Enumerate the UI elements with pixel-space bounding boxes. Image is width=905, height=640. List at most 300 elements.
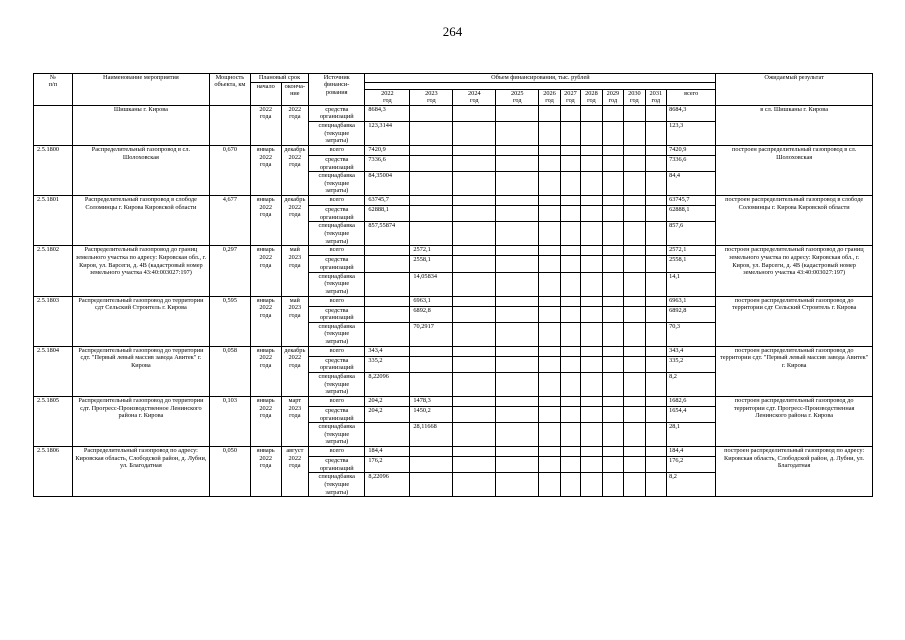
value-2022: 8,22096 — [365, 473, 410, 497]
table-row — [34, 246, 873, 256]
value-empty — [560, 457, 580, 473]
value-empty — [624, 423, 645, 447]
value-empty — [624, 457, 645, 473]
value-2023 — [410, 206, 453, 222]
value-empty — [645, 206, 666, 222]
value-2023: 70,2917 — [410, 322, 453, 346]
value-empty — [624, 346, 645, 356]
header-volume-spacer — [365, 83, 716, 90]
value-empty — [453, 356, 496, 372]
value-empty — [624, 206, 645, 222]
value-empty — [602, 372, 623, 396]
value-2022: 204,2 — [365, 406, 410, 422]
value-empty — [560, 296, 580, 306]
value-empty — [496, 457, 539, 473]
entry-capacity: 0,595 — [209, 296, 250, 346]
value-empty — [453, 172, 496, 196]
value-empty — [645, 105, 666, 121]
value-total: 63745,7 — [667, 196, 716, 206]
value-empty — [453, 406, 496, 422]
value-2022: 8684,3 — [365, 105, 410, 121]
value-total: 2572,1 — [667, 246, 716, 256]
value-2023 — [410, 372, 453, 396]
value-empty — [645, 457, 666, 473]
value-empty — [496, 306, 539, 322]
value-2023: 6963,1 — [410, 296, 453, 306]
value-empty — [581, 222, 602, 246]
entry-end: декабрь 2022 года — [281, 146, 309, 196]
value-empty — [624, 222, 645, 246]
value-2022: 176,2 — [365, 457, 410, 473]
value-empty — [539, 246, 560, 256]
value-empty — [624, 246, 645, 256]
value-2022: 123,3144 — [365, 122, 410, 146]
value-empty — [560, 122, 580, 146]
entry-name: Распределительный газопровод в сл. Шолоховская — [72, 146, 209, 196]
value-empty — [496, 122, 539, 146]
value-empty — [581, 406, 602, 422]
value-empty — [560, 206, 580, 222]
value-empty — [453, 372, 496, 396]
value-empty — [602, 172, 623, 196]
page-number: 264 — [442, 24, 463, 39]
value-empty — [539, 473, 560, 497]
entry-name: Распределительный газопровод до границ земельного участка по адресу: Кировская обл., г. Киров, ул. Варсеги, д. 4В (кадастровый номер земельного участка 43:40:003027:197) — [72, 246, 209, 296]
funding-source: спецнадбавка (текущие затраты) — [309, 473, 365, 497]
value-2023 — [410, 146, 453, 156]
value-empty — [560, 196, 580, 206]
header-year-7: 2029 год — [602, 90, 623, 106]
value-empty — [602, 196, 623, 206]
entry-name: Распределительный газопровод в слободе Соломинцы г. Кирова Кировской области — [72, 196, 209, 246]
value-total: 6892,8 — [667, 306, 716, 322]
value-empty — [453, 306, 496, 322]
value-empty — [581, 206, 602, 222]
value-empty — [645, 146, 666, 156]
entry-number: 2.5.1804 — [34, 346, 73, 396]
value-empty — [645, 306, 666, 322]
table-row — [34, 146, 873, 156]
value-2022: 63745,7 — [365, 196, 410, 206]
value-2023: 1478,3 — [410, 396, 453, 406]
value-empty — [539, 306, 560, 322]
header-year-5: 2027 год — [560, 90, 580, 106]
value-empty — [496, 256, 539, 272]
value-empty — [602, 206, 623, 222]
entry-start: январь 2022 года — [250, 396, 281, 446]
value-empty — [496, 146, 539, 156]
entry-start: январь 2022 года — [250, 196, 281, 246]
expected-result: построен распределительный газопровод до территории сдт. "Первый левый массив завода Авитек" г. Кирова — [716, 346, 873, 396]
value-empty — [602, 473, 623, 497]
value-empty — [496, 322, 539, 346]
value-empty — [539, 356, 560, 372]
value-empty — [539, 322, 560, 346]
value-empty — [496, 222, 539, 246]
value-total: 6963,1 — [667, 296, 716, 306]
value-2022 — [365, 272, 410, 296]
value-empty — [624, 396, 645, 406]
value-2023: 2572,1 — [410, 246, 453, 256]
value-empty — [581, 272, 602, 296]
value-empty — [560, 356, 580, 372]
value-empty — [581, 172, 602, 196]
value-empty — [602, 322, 623, 346]
funding-source: средства организаций — [309, 206, 365, 222]
value-empty — [496, 172, 539, 196]
value-empty — [560, 222, 580, 246]
expected-result: построен распределительный газопровод по адресу: Кировская область, Слободской район, д. Лубни, ул. Благодатная — [716, 447, 873, 497]
value-empty — [581, 473, 602, 497]
value-empty — [581, 346, 602, 356]
value-empty — [453, 423, 496, 447]
value-empty — [496, 372, 539, 396]
value-empty — [602, 156, 623, 172]
value-empty — [602, 447, 623, 457]
header-num: № п/п — [34, 74, 73, 106]
value-2022: 7420,9 — [365, 146, 410, 156]
entry-number: 2.5.1803 — [34, 296, 73, 346]
value-empty — [602, 122, 623, 146]
entry-number: 2.5.1800 — [34, 146, 73, 196]
value-empty — [602, 406, 623, 422]
value-empty — [539, 196, 560, 206]
funding-source: средства организаций — [309, 105, 365, 121]
value-empty — [645, 372, 666, 396]
entry-number: 2.5.1805 — [34, 396, 73, 446]
value-empty — [624, 196, 645, 206]
header-total: всего — [667, 90, 716, 106]
value-empty — [496, 296, 539, 306]
value-empty — [496, 156, 539, 172]
value-empty — [602, 146, 623, 156]
value-empty — [453, 105, 496, 121]
value-empty — [624, 272, 645, 296]
value-empty — [645, 172, 666, 196]
table-row — [34, 396, 873, 406]
value-empty — [602, 296, 623, 306]
table-row — [34, 296, 873, 306]
funding-source: спецнадбавка (текущие затраты) — [309, 372, 365, 396]
value-2023: 28,11668 — [410, 423, 453, 447]
funding-source: всего — [309, 296, 365, 306]
value-empty — [560, 447, 580, 457]
value-empty — [453, 447, 496, 457]
value-empty — [624, 447, 645, 457]
value-total: 123,3 — [667, 122, 716, 146]
value-empty — [645, 356, 666, 372]
entry-capacity: 4,677 — [209, 196, 250, 246]
entry-end: май 2023 года — [281, 246, 309, 296]
value-empty — [539, 256, 560, 272]
value-empty — [645, 222, 666, 246]
value-empty — [645, 322, 666, 346]
entry-end: 2022 года — [281, 105, 309, 145]
value-total: 335,2 — [667, 356, 716, 372]
value-empty — [624, 406, 645, 422]
entry-capacity: 0,058 — [209, 346, 250, 396]
entry-capacity — [209, 105, 250, 145]
value-2022: 335,2 — [365, 356, 410, 372]
entry-start: январь 2022 года — [250, 296, 281, 346]
value-empty — [539, 206, 560, 222]
value-2023 — [410, 105, 453, 121]
value-2022: 84,35004 — [365, 172, 410, 196]
value-empty — [496, 356, 539, 372]
value-total: 1682,6 — [667, 396, 716, 406]
value-empty — [560, 396, 580, 406]
value-empty — [453, 346, 496, 356]
header-volume: Объем финансирования, тыс. рублей — [365, 74, 716, 83]
value-empty — [453, 272, 496, 296]
value-total: 8,2 — [667, 473, 716, 497]
value-empty — [581, 196, 602, 206]
entry-end: март 2023 года — [281, 396, 309, 446]
entry-number: 2.5.1806 — [34, 447, 73, 497]
header-period-start: начало — [250, 83, 281, 106]
header-period-end: оконча- ние — [281, 83, 309, 106]
value-empty — [581, 447, 602, 457]
value-empty — [581, 306, 602, 322]
expected-result: в сл. Шишканы г. Кирова — [716, 105, 873, 145]
value-empty — [539, 122, 560, 146]
value-empty — [645, 396, 666, 406]
value-empty — [539, 396, 560, 406]
value-empty — [624, 172, 645, 196]
value-2022 — [365, 296, 410, 306]
entry-capacity: 0,050 — [209, 447, 250, 497]
header-name: Наименование мероприятия — [72, 74, 209, 106]
funding-source: спецнадбавка (текущие затраты) — [309, 122, 365, 146]
value-empty — [624, 356, 645, 372]
value-empty — [602, 346, 623, 356]
entry-capacity: 0,670 — [209, 146, 250, 196]
value-total: 70,3 — [667, 322, 716, 346]
value-2022: 184,4 — [365, 447, 410, 457]
value-2023 — [410, 222, 453, 246]
value-2023 — [410, 457, 453, 473]
entry-capacity: 0,103 — [209, 396, 250, 446]
funding-source: всего — [309, 447, 365, 457]
value-empty — [624, 322, 645, 346]
entry-end: август 2022 года — [281, 447, 309, 497]
funding-source: средства организаций — [309, 406, 365, 422]
value-empty — [539, 346, 560, 356]
value-empty — [624, 473, 645, 497]
value-empty — [624, 146, 645, 156]
value-empty — [539, 457, 560, 473]
entry-name: Распределительный газопровод до территории сдт. "Первый левый массив завода Авитек" г. Кирова — [72, 346, 209, 396]
value-2023 — [410, 473, 453, 497]
value-empty — [560, 156, 580, 172]
value-2023 — [410, 356, 453, 372]
value-2022 — [365, 306, 410, 322]
value-2022 — [365, 256, 410, 272]
entry-end: май 2023 года — [281, 296, 309, 346]
value-empty — [581, 105, 602, 121]
value-empty — [496, 272, 539, 296]
header-result: Ожидаемый результат — [716, 74, 873, 106]
value-empty — [645, 473, 666, 497]
value-empty — [581, 457, 602, 473]
table-row — [34, 105, 873, 121]
value-2023 — [410, 196, 453, 206]
value-2022: 204,2 — [365, 396, 410, 406]
funding-source: спецнадбавка (текущие затраты) — [309, 172, 365, 196]
expected-result: построен распределительный газопровод до территории сдт. Прогресс-Производственная Ленинского района г. Кирова — [716, 396, 873, 446]
entry-start: январь 2022 года — [250, 146, 281, 196]
value-empty — [602, 306, 623, 322]
value-empty — [645, 423, 666, 447]
funding-source: спецнадбавка (текущие затраты) — [309, 322, 365, 346]
value-empty — [496, 206, 539, 222]
value-2023: 2558,1 — [410, 256, 453, 272]
entry-end: декабрь 2022 года — [281, 346, 309, 396]
funding-source: спецнадбавка (текущие затраты) — [309, 272, 365, 296]
value-empty — [560, 172, 580, 196]
value-empty — [453, 296, 496, 306]
value-empty — [453, 196, 496, 206]
value-empty — [560, 272, 580, 296]
value-2023 — [410, 447, 453, 457]
entry-name: Распределительный газопровод до территории сдт Сельский Строитель г. Кирова — [72, 296, 209, 346]
header-year-1: 2023 год — [410, 90, 453, 106]
value-empty — [560, 246, 580, 256]
header-year-3: 2025 год — [496, 90, 539, 106]
funding-source: всего — [309, 146, 365, 156]
entry-name: Шишканы г. Кирова — [72, 105, 209, 145]
value-empty — [602, 396, 623, 406]
value-2022 — [365, 246, 410, 256]
value-2022 — [365, 423, 410, 447]
entry-number: 2.5.1802 — [34, 246, 73, 296]
financing-table — [33, 73, 873, 497]
value-empty — [453, 396, 496, 406]
value-empty — [453, 156, 496, 172]
value-empty — [453, 222, 496, 246]
value-2023 — [410, 346, 453, 356]
value-empty — [581, 256, 602, 272]
value-empty — [581, 156, 602, 172]
header-year-0: 2022 год — [365, 90, 410, 106]
value-empty — [453, 256, 496, 272]
value-total: 2558,1 — [667, 256, 716, 272]
value-empty — [560, 406, 580, 422]
value-empty — [453, 206, 496, 222]
value-2022 — [365, 322, 410, 346]
value-empty — [560, 105, 580, 121]
value-empty — [581, 246, 602, 256]
value-empty — [496, 396, 539, 406]
value-empty — [602, 246, 623, 256]
value-2023: 14,05834 — [410, 272, 453, 296]
value-empty — [624, 122, 645, 146]
value-empty — [560, 423, 580, 447]
value-empty — [645, 122, 666, 146]
value-empty — [539, 156, 560, 172]
entry-number: 2.5.1801 — [34, 196, 73, 246]
value-empty — [496, 447, 539, 457]
expected-result: построен распределительный газопровод до границ земельного участка по адресу: Кировская обл., г. Киров, ул. Варсеги, д. 4В (кадастровый номер земельного участка 43:40:003027:197) — [716, 246, 873, 296]
entry-start: январь 2022 года — [250, 346, 281, 396]
funding-source: всего — [309, 196, 365, 206]
value-empty — [645, 406, 666, 422]
value-empty — [539, 222, 560, 246]
value-empty — [624, 256, 645, 272]
value-empty — [624, 105, 645, 121]
value-2022: 857,55874 — [365, 222, 410, 246]
header-source: Источник финанси- рования — [309, 74, 365, 106]
funding-source: спецнадбавка (текущие затраты) — [309, 222, 365, 246]
value-empty — [560, 372, 580, 396]
value-total: 8,2 — [667, 372, 716, 396]
value-empty — [560, 473, 580, 497]
value-empty — [560, 322, 580, 346]
value-empty — [581, 296, 602, 306]
value-empty — [560, 306, 580, 322]
value-total: 184,4 — [667, 447, 716, 457]
entry-name: Распределительный газопровод по адресу: Кировская область, Слободской район, д. Лубни, ул. Благодатная — [72, 447, 209, 497]
value-empty — [453, 322, 496, 346]
value-total: 1654,4 — [667, 406, 716, 422]
value-empty — [581, 356, 602, 372]
entry-start: январь 2022 года — [250, 246, 281, 296]
funding-source: всего — [309, 246, 365, 256]
value-empty — [581, 423, 602, 447]
entry-name: Распределительный газопровод до территории сдт. Прогресс-Производственное Ленинского района г. Кирова — [72, 396, 209, 446]
value-total: 7420,9 — [667, 146, 716, 156]
value-empty — [581, 372, 602, 396]
table-row — [34, 196, 873, 206]
expected-result: построен распределительный газопровод в сл. Шолоховская — [716, 146, 873, 196]
value-empty — [560, 146, 580, 156]
funding-source: средства организаций — [309, 256, 365, 272]
value-empty — [496, 346, 539, 356]
value-empty — [581, 322, 602, 346]
value-empty — [602, 272, 623, 296]
table-row — [34, 346, 873, 356]
value-empty — [581, 396, 602, 406]
value-empty — [581, 122, 602, 146]
value-empty — [624, 296, 645, 306]
value-empty — [560, 256, 580, 272]
value-total: 84,4 — [667, 172, 716, 196]
value-2022: 8,22096 — [365, 372, 410, 396]
table-row — [34, 447, 873, 457]
value-empty — [539, 423, 560, 447]
value-empty — [602, 105, 623, 121]
value-empty — [645, 156, 666, 172]
value-2023 — [410, 122, 453, 146]
value-empty — [496, 105, 539, 121]
funding-source: средства организаций — [309, 306, 365, 322]
value-empty — [581, 146, 602, 156]
expected-result: построен распределительный газопровод до территории сдт Сельский Строитель г. Кирова — [716, 296, 873, 346]
value-2023: 1450,2 — [410, 406, 453, 422]
value-empty — [645, 196, 666, 206]
value-empty — [453, 146, 496, 156]
value-total: 343,4 — [667, 346, 716, 356]
entry-start: 2022 года — [250, 105, 281, 145]
entry-end: декабрь 2022 года — [281, 196, 309, 246]
value-empty — [645, 272, 666, 296]
header-year-4: 2026 год — [539, 90, 560, 106]
value-empty — [645, 447, 666, 457]
value-total: 14,1 — [667, 272, 716, 296]
value-empty — [602, 457, 623, 473]
value-empty — [602, 256, 623, 272]
header-year-2: 2024 год — [453, 90, 496, 106]
